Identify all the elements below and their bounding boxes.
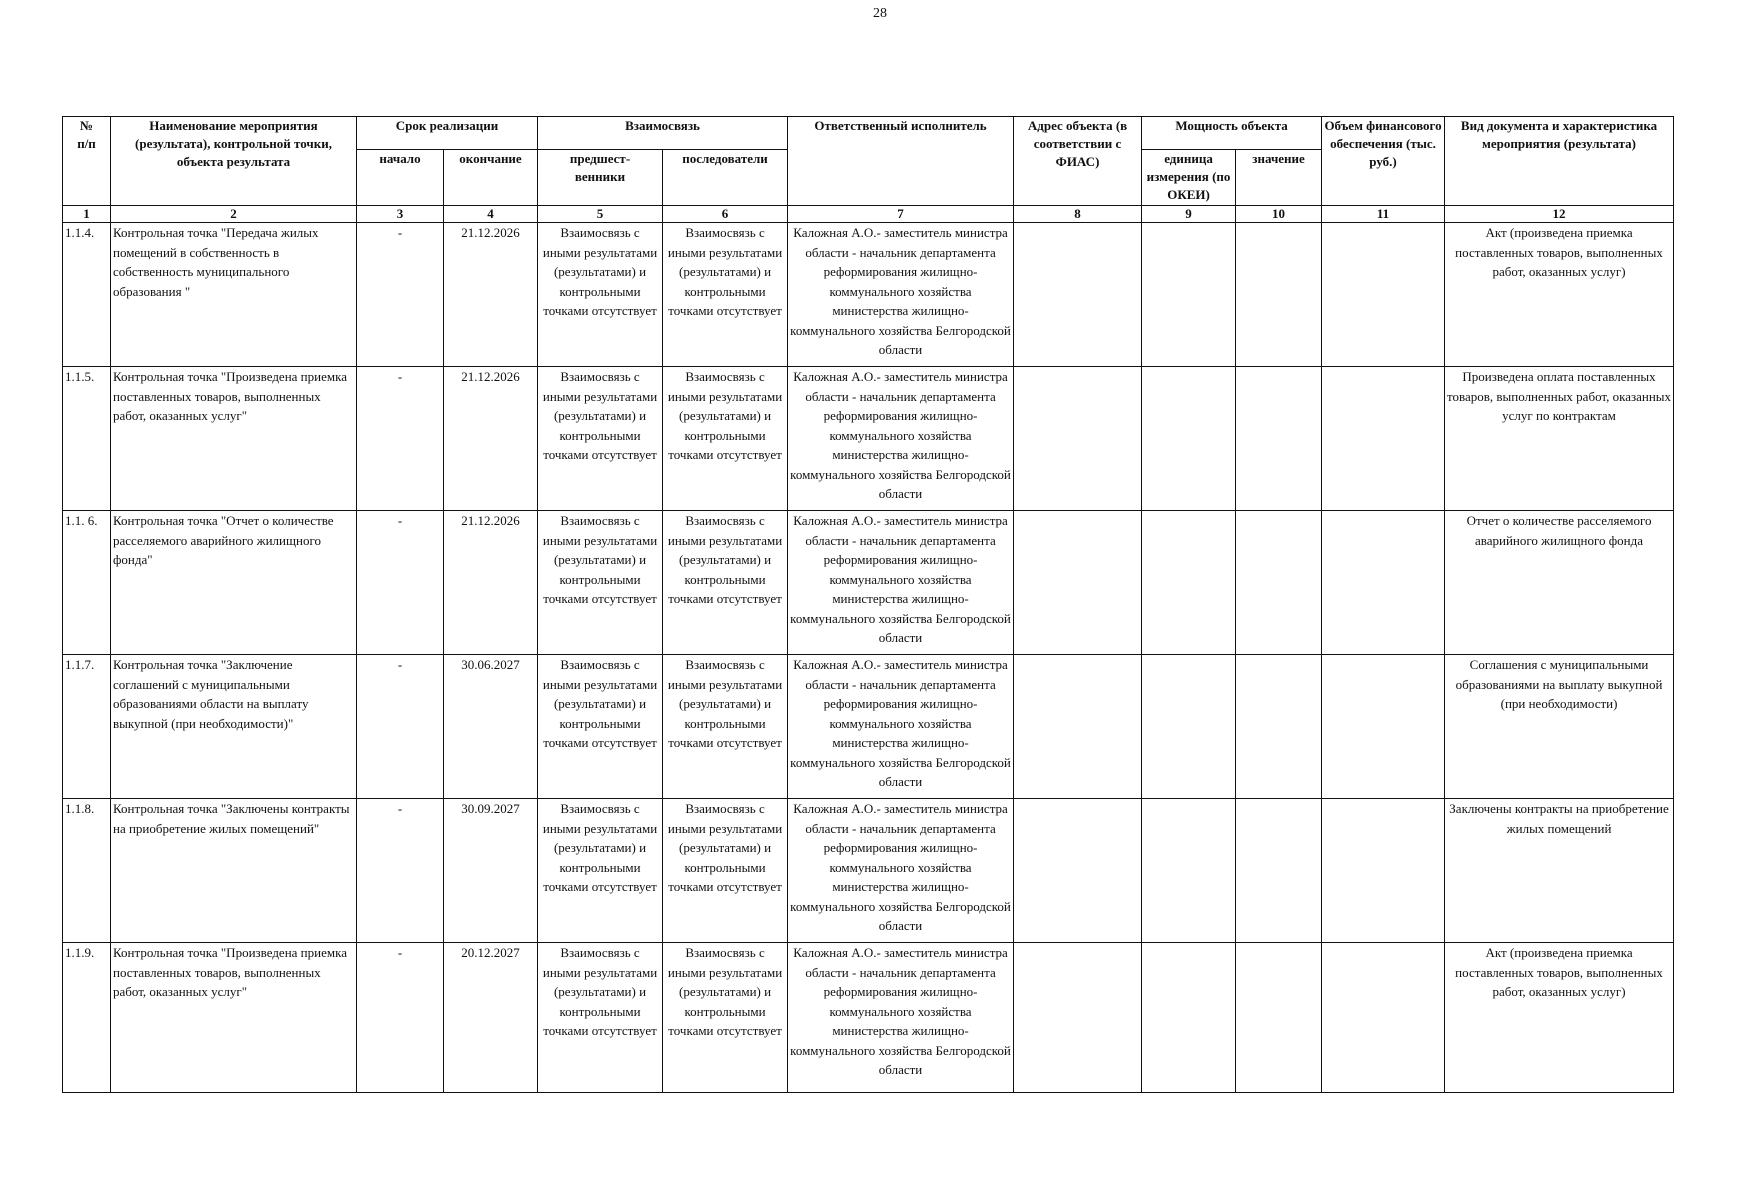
row-value (1236, 367, 1322, 511)
row-address (1014, 367, 1142, 511)
table-row (63, 367, 1674, 511)
row-finance (1322, 799, 1445, 943)
column-number: 4 (444, 206, 538, 223)
row-document: Произведена оплата поставленных товаров, выполненных работ, оказанных услуг по контрактам (1445, 367, 1674, 511)
table-header (63, 117, 1674, 223)
plan-table (62, 116, 1674, 1093)
row-start: - (357, 223, 444, 367)
header-relation: Взаимосвязь (538, 117, 788, 150)
row-value (1236, 943, 1322, 1093)
header-predecessors: предшест- венники (538, 150, 663, 206)
header-period-end: окончание (444, 150, 538, 206)
row-name: Контрольная точка "Заключение соглашений с муниципальными образованиями области на выплату выкупной (при необходимости)" (111, 655, 357, 799)
row-end: 20.12.2027 (444, 943, 538, 1093)
row-end: 21.12.2026 (444, 367, 538, 511)
row-name: Контрольная точка "Произведена приемка поставленных товаров, выполненных работ, оказанных услуг" (111, 943, 357, 1093)
header-successors: последователи (663, 150, 788, 206)
row-unit (1142, 799, 1236, 943)
row-number: 1.1.9. (63, 943, 111, 1093)
row-finance (1322, 655, 1445, 799)
row-end: 21.12.2026 (444, 511, 538, 655)
header-row-top (63, 117, 1674, 150)
row-address (1014, 943, 1142, 1093)
row-successors: Взаимосвязь с иными результатами (результатами) и контрольными точками отсутствует (663, 511, 788, 655)
row-name: Контрольная точка "Произведена приемка поставленных товаров, выполненных работ, оказанных услуг" (111, 367, 357, 511)
column-number: 8 (1014, 206, 1142, 223)
page-number: 28 (873, 6, 887, 21)
row-executor: Каложная А.О.- заместитель министра области - начальник департамента реформирования жилищно-коммунального хозяйства министерства жилищно-коммунального хозяйства Белгородской области (788, 655, 1014, 799)
row-end: 30.09.2027 (444, 799, 538, 943)
row-name: Контрольная точка "Заключены контракты на приобретение жилых помещений" (111, 799, 357, 943)
row-successors: Взаимосвязь с иными результатами (результатами) и контрольными точками отсутствует (663, 367, 788, 511)
row-executor: Каложная А.О.- заместитель министра области - начальник департамента реформирования жилищно-коммунального хозяйства министерства жилищно-коммунального хозяйства Белгородской области (788, 511, 1014, 655)
column-number: 9 (1142, 206, 1236, 223)
row-successors: Взаимосвязь с иными результатами (результатами) и контрольными точками отсутствует (663, 223, 788, 367)
row-executor: Каложная А.О.- заместитель министра области - начальник департамента реформирования жилищно-коммунального хозяйства министерства жилищно-коммунального хозяйства Белгородской области (788, 799, 1014, 943)
row-address (1014, 799, 1142, 943)
row-executor: Каложная А.О.- заместитель министра области - начальник департамента реформирования жилищно-коммунального хозяйства министерства жилищно-коммунального хозяйства Белгородской области (788, 943, 1014, 1093)
header-document: Вид документа и характеристика мероприятия (результата) (1445, 117, 1674, 206)
column-number: 2 (111, 206, 357, 223)
column-number: 11 (1322, 206, 1445, 223)
row-unit (1142, 511, 1236, 655)
row-value (1236, 655, 1322, 799)
row-value (1236, 223, 1322, 367)
header-finance: Объем финансового обеспечения (тыс. руб.) (1322, 117, 1445, 206)
row-successors: Взаимосвязь с иными результатами (результатами) и контрольными точками отсутствует (663, 943, 788, 1093)
row-start: - (357, 511, 444, 655)
header-name: Наименование мероприятия (результата), контрольной точки, объекта результата (111, 117, 357, 206)
row-value (1236, 511, 1322, 655)
header-address: Адрес объекта (в соответствии с ФИАС) (1014, 117, 1142, 206)
row-name: Контрольная точка "Отчет о количестве расселяемого аварийного жилищного фонда" (111, 511, 357, 655)
table-row (63, 223, 1674, 367)
header-capacity: Мощность объекта (1142, 117, 1322, 150)
row-number: 1.1. 6. (63, 511, 111, 655)
row-number: 1.1.7. (63, 655, 111, 799)
column-number-row (63, 206, 1674, 223)
row-finance (1322, 511, 1445, 655)
row-start: - (357, 655, 444, 799)
row-predecessors: Взаимосвязь с иными результатами (результатами) и контрольными точками отсутствует (538, 223, 663, 367)
column-number: 12 (1445, 206, 1674, 223)
row-number: 1.1.8. (63, 799, 111, 943)
column-number: 10 (1236, 206, 1322, 223)
header-value: значение (1236, 150, 1322, 206)
row-start: - (357, 799, 444, 943)
row-number: 1.1.4. (63, 223, 111, 367)
row-unit (1142, 367, 1236, 511)
row-unit (1142, 655, 1236, 799)
row-start: - (357, 943, 444, 1093)
row-predecessors: Взаимосвязь с иными результатами (результатами) и контрольными точками отсутствует (538, 655, 663, 799)
row-document: Акт (произведена приемка поставленных товаров, выполненных работ, оказанных услуг) (1445, 943, 1674, 1093)
row-successors: Взаимосвязь с иными результатами (результатами) и контрольными точками отсутствует (663, 799, 788, 943)
row-end: 21.12.2026 (444, 223, 538, 367)
row-end: 30.06.2027 (444, 655, 538, 799)
header-period: Срок реализации (357, 117, 538, 150)
row-name: Контрольная точка "Передача жилых помещений в собственность в собственность муниципального образования " (111, 223, 357, 367)
column-number: 6 (663, 206, 788, 223)
row-address (1014, 223, 1142, 367)
row-number: 1.1.5. (63, 367, 111, 511)
table-row (63, 511, 1674, 655)
row-address (1014, 511, 1142, 655)
row-successors: Взаимосвязь с иными результатами (результатами) и контрольными точками отсутствует (663, 655, 788, 799)
row-predecessors: Взаимосвязь с иными результатами (результатами) и контрольными точками отсутствует (538, 799, 663, 943)
row-unit (1142, 223, 1236, 367)
table-row (63, 655, 1674, 799)
row-unit (1142, 943, 1236, 1093)
column-number: 5 (538, 206, 663, 223)
row-executor: Каложная А.О.- заместитель министра области - начальник департамента реформирования жилищно-коммунального хозяйства министерства жилищно-коммунального хозяйства Белгородской области (788, 367, 1014, 511)
header-period-start: начало (357, 150, 444, 206)
row-document: Отчет о количестве расселяемого аварийного жилищного фонда (1445, 511, 1674, 655)
row-address (1014, 655, 1142, 799)
row-finance (1322, 367, 1445, 511)
row-value (1236, 799, 1322, 943)
row-document: Заключены контракты на приобретение жилых помещений (1445, 799, 1674, 943)
header-num: № п/п (63, 117, 111, 206)
row-start: - (357, 367, 444, 511)
table-body (63, 223, 1674, 1093)
row-finance (1322, 943, 1445, 1093)
column-number: 3 (357, 206, 444, 223)
table-row (63, 943, 1674, 1093)
row-executor: Каложная А.О.- заместитель министра области - начальник департамента реформирования жилищно-коммунального хозяйства министерства жилищно-коммунального хозяйства Белгородской области (788, 223, 1014, 367)
column-number: 7 (788, 206, 1014, 223)
row-document: Акт (произведена приемка поставленных товаров, выполненных работ, оказанных услуг) (1445, 223, 1674, 367)
row-predecessors: Взаимосвязь с иными результатами (результатами) и контрольными точками отсутствует (538, 511, 663, 655)
header-unit: единица измерения (по ОКЕИ) (1142, 150, 1236, 206)
row-finance (1322, 223, 1445, 367)
row-predecessors: Взаимосвязь с иными результатами (результатами) и контрольными точками отсутствует (538, 367, 663, 511)
row-document: Соглашения с муниципальными образованиями на выплату выкупной (при необходимости) (1445, 655, 1674, 799)
header-executor: Ответственный исполнитель (788, 117, 1014, 206)
row-predecessors: Взаимосвязь с иными результатами (результатами) и контрольными точками отсутствует (538, 943, 663, 1093)
table-row (63, 799, 1674, 943)
column-number: 1 (63, 206, 111, 223)
